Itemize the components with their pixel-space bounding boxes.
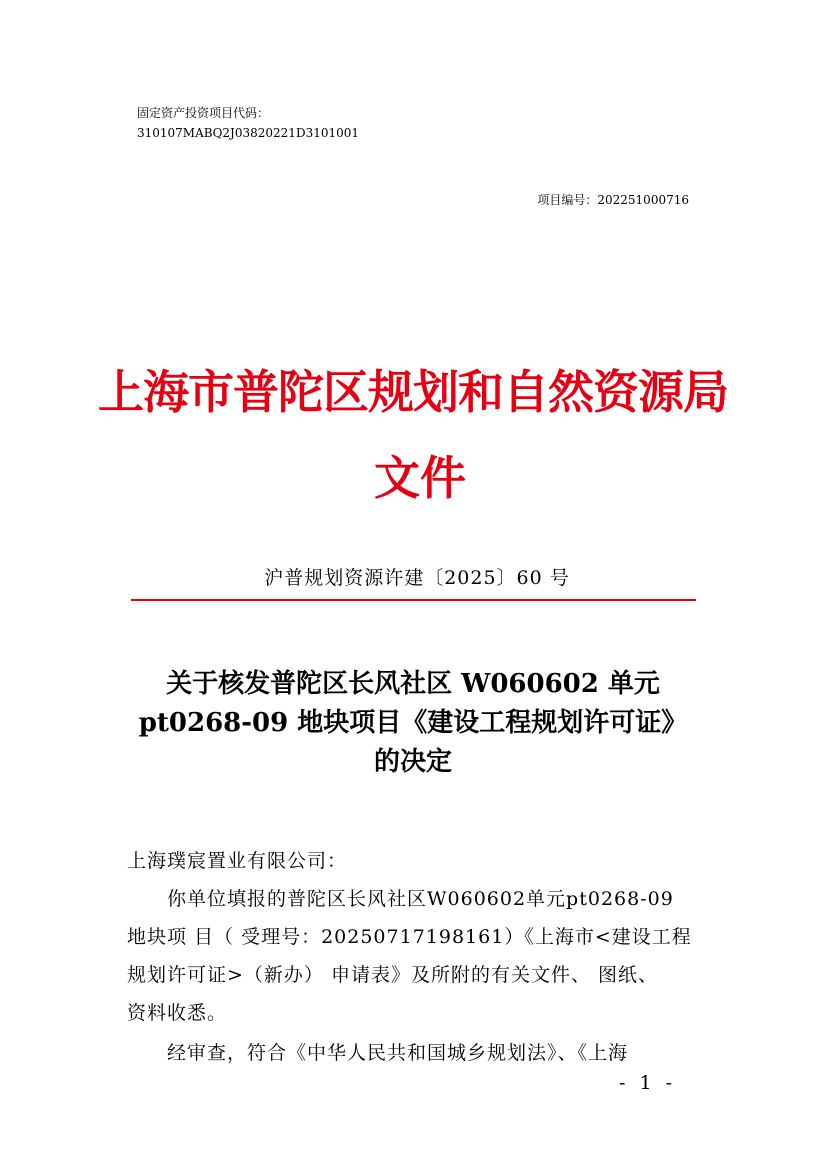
title-line-3: 的决定	[373, 747, 452, 777]
paragraph-1-line: 规划许可证>（新办） 申请表》及所附的有关文件、 图纸、	[127, 964, 659, 986]
paragraph-2	[127, 1034, 702, 1072]
document-type: 文件	[374, 451, 466, 505]
title-line-1: 关于核发普陀区长风社区 W060602 单元	[166, 669, 660, 699]
page-number: - 1 -	[618, 1072, 676, 1094]
investment-code-label: 固定资产投资项目代码：	[137, 106, 270, 120]
document-title	[0, 665, 826, 782]
document-number: 沪普规划资源许建〔2025〕60 号	[264, 567, 570, 589]
title-line-2: pt0268-09 地块项目《建设工程规划许可证》	[138, 708, 688, 738]
paragraph-2-line: 经审查，符合《中华人民共和国城乡规划法》、《上海	[127, 1042, 629, 1064]
addressee: 上海璞宸置业有限公司：	[127, 850, 348, 872]
paragraph-1	[127, 880, 702, 1032]
red-divider-line	[131, 599, 696, 601]
paragraph-1-line: 地块项 目（ 受理号：20250717198161）《上海市<建设工程	[127, 926, 692, 948]
paragraph-1-line: 资料收悉。	[127, 1002, 228, 1024]
project-number: 项目编号：202251000716	[537, 193, 689, 207]
investment-code-value: 310107MABQ2J03820221D3101001	[137, 126, 360, 140]
paragraph-1-line: 你单位填报的普陀区长风社区W060602单元pt0268-09	[127, 888, 674, 910]
agency-name: 上海市普陀区规划和自然资源局	[98, 365, 728, 419]
